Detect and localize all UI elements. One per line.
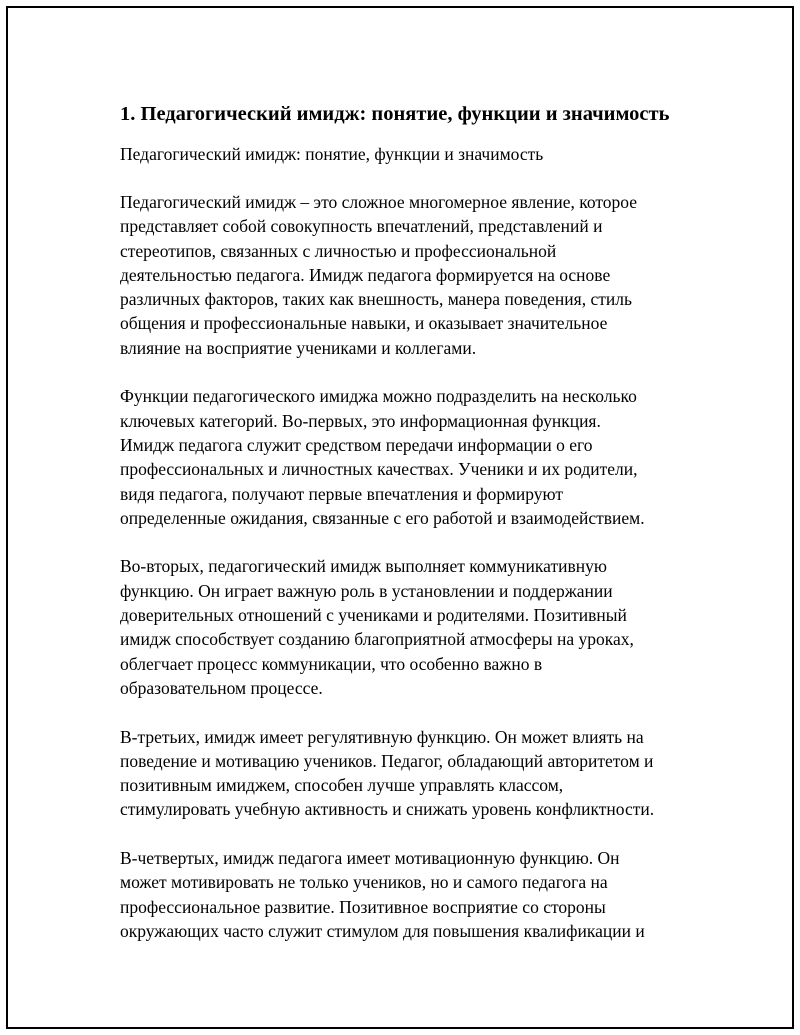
text-line: В-третьих, имидж имеет регулятивную функцию. Он может влиять на	[120, 726, 644, 747]
text-line: поведение и мотивацию учеников. Педагог, обладающий авторитетом и	[120, 750, 654, 771]
text-line: имидж способствует созданию благоприятной атмосферы на уроках,	[120, 629, 634, 650]
text-line: окружающих часто служит стимулом для повышения квалификации и	[120, 920, 645, 941]
text-line: Во-вторых, педагогический имидж выполняет коммуникативную	[120, 556, 607, 577]
text-line: ключевых категорий. Во-первых, это информационная функция.	[120, 410, 601, 431]
text-line: позитивным имиджем, способен лучше управлять классом,	[120, 775, 564, 796]
text-line: общения и профессиональные навыки, и оказывает значительное	[120, 313, 608, 334]
text-line: облегчает процесс коммуникации, что особенно важно в	[120, 653, 543, 674]
text-line: стимулировать учебную активность и снижать уровень конфликтности.	[120, 799, 655, 820]
text-line: влияние на восприятие учениками и коллегами.	[120, 337, 477, 358]
text-line: профессиональных и личностных качествах. Ученики и их родители,	[120, 459, 638, 480]
text-line: стереотипов, связанных с личностью и профессиональной	[120, 240, 557, 261]
text-line: профессиональное развитие. Позитивное восприятие со стороны	[120, 896, 606, 917]
paragraph-regulatory-function	[120, 725, 700, 822]
paragraph-communicative-function	[120, 554, 700, 700]
text-line: определенные ожидания, связанные с его работой и взаимодействием.	[120, 507, 645, 528]
text-line: образовательном процессе.	[120, 677, 323, 698]
page-frame	[6, 6, 794, 1029]
text-line: может мотивировать не только учеников, но и самого педагога на	[120, 872, 608, 893]
text-line: представляет собой совокупность впечатлений, представлений и	[120, 216, 603, 237]
document-body	[120, 101, 700, 968]
text-line: деятельностью педагога. Имидж педагога формируется на основе	[120, 264, 611, 285]
text-line: В-четвертых, имидж педагога имеет мотивационную функцию. Он	[120, 848, 620, 869]
text-line: доверительных отношений с учениками и родителями. Позитивный	[120, 605, 627, 626]
text-line: Педагогический имидж – это сложное многомерное явление, которое	[120, 192, 638, 212]
text-line: функцию. Он играет важную роль в установлении и поддержании	[120, 580, 613, 601]
section-heading: 1. Педагогический имидж: понятие, функции и значимость	[120, 103, 670, 125]
text-line: различных факторов, таких как внешность, манера поведения, стиль	[120, 289, 632, 310]
paragraph-motivational-function	[120, 846, 700, 943]
text-line: видя педагога, получают первые впечатления и формируют	[120, 483, 564, 504]
text-line: Функции педагогического имиджа можно подразделить на несколько	[120, 386, 637, 407]
text-line: Имидж педагога служит средством передачи информации о его	[120, 434, 593, 455]
paragraph-informational-function	[120, 384, 700, 530]
paragraph-definition	[120, 190, 700, 360]
section-subtitle: Педагогический имидж: понятие, функции и значимость	[120, 144, 544, 164]
